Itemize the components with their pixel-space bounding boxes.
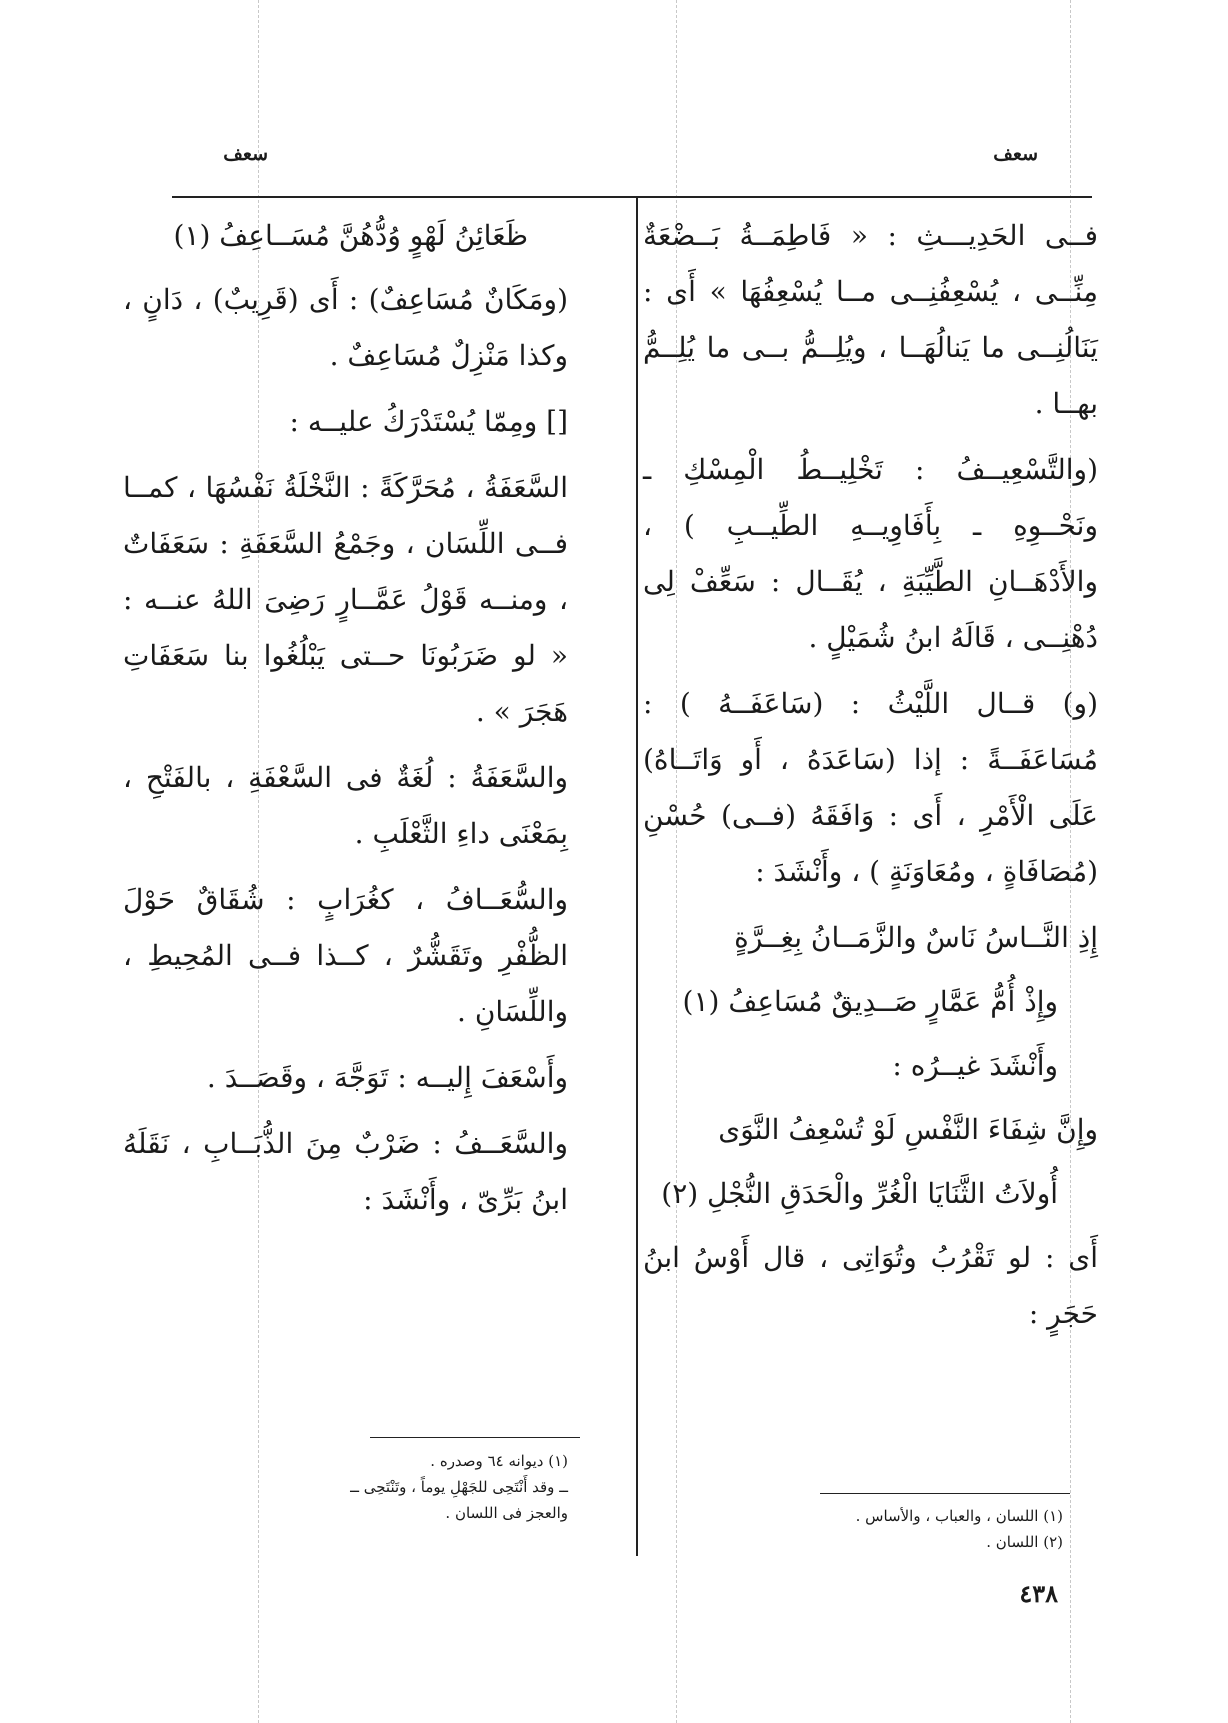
footnote: والعجز فى اللسان . [445,1504,568,1522]
entry-paragraph: السَّعَفَةُ ، مُحَرَّكَةً : النَّخْلَةُ نَفْسُهَا ، كمــا فــى اللِّسَان ، وجَمْعُ السَّعَفَةِ : سَعَفَاتٌ ، ومنــه قَوْلُ عَمَّــارٍ رَضِىَ اللهُ عنــه : « لو ضَرَبُونَا حــتى يَبْلُغُوا بنا سَعَفَاتِ هَجَرَ » . [123,471,568,728]
left-column [123,208,568,1238]
footnote-rule-left [370,1437,580,1438]
entry-paragraph: والسَّعَــفُ : ضَرْبٌ مِنَ الذُّبَــابِ ، نَقَلَهُ ابنُ بَرِّىّ ، وأَنْشَدَ : [123,1127,568,1216]
entry-paragraph: وأَسْعَفَ إِليــه : تَوَجَّهَ ، وقَصَــدَ . [206,1061,568,1094]
footnote: ــ وقد أَنْتَحِى للجَهْلِ يوماً ، وتَنْتَحِى ــ [350,1478,568,1496]
running-head-left: سعف [223,143,268,165]
entry-paragraph: والسَّعَفَةُ : لُغَةٌ فى السَّعْفَةِ ، بالفَتْحِ ، بِمَعْنَى داءِ الثَّعْلَبِ . [123,761,568,850]
entry-paragraph: (و) قــال اللَّيْثُ : (سَاعَفَــهُ ) : مُسَاعَفَــةً : إذا (سَاعَدَهُ ، أَو وَاتَــاهُ) عَلَى الْأَمْرِ ، أَى : وَافَقَهُ (فــى) حُسْنِ (مُصَافَاةٍ ، ومُعَاوَنَةٍ ) ، وأَنْشَدَ : [643,687,1098,888]
entry-paragraph: أَى : لو تَقْرُبُ وتُوَاتِى ، قال أَوْسُ ابنُ حَجَرٍ : [643,1241,1098,1330]
verse-line: وإِنَّ شِفَاءَ النَّفْسِ لَوْ تُسْعِفُ النَّوَى [718,1113,1098,1146]
footnote: (١) ديوانه ٦٤ وصدره . [430,1452,568,1470]
header-rule [172,196,1092,198]
column-divider [636,196,638,1556]
verse-line: وإِذْ أُمُّ عَمَّارٍ صَــدِيقٌ مُسَاعِفُ (١) [682,985,1058,1018]
running-head-right: سعف [993,143,1038,165]
entry-paragraph: (والتَّسْعِيــفُ : تَخْلِيــطُ الْمِسْكِ ـ ونَحْــوِهِ ـ بِأَفَاوِيــهِ الطِّيــبِ ) ، والأَدْهَــانِ الطَّيِّبَةِ ، يُقَــال : سَعِّفْ لِى دُهْنِــى ، قَالَهُ ابنُ شُمَيْلٍ . [643,453,1098,654]
verse-line: ظَعَائِنُ لَهْوٍ وُدُّهُنَّ مُسَــاعِفُ (١) [173,219,528,252]
entry-paragraph: فــى الحَدِيـــثِ : « فَاطِمَــةُ بَــضْعَةٌ مِنِّــى ، يُسْعِفُنِــى مــا يُسْعِفُهَا » أَى : يَنَالُنِــى ما يَنالُهَــا ، ويُلِــمُّ بــى ما يُلِــمُّ بهــا . [643,219,1098,420]
entry-paragraph: وأَنْشَدَ غيــرُه : [892,1049,1058,1082]
footnote: (٢) اللسان . [986,1533,1063,1551]
footnote-rule-right [820,1493,1070,1494]
footnotes-left [128,1448,568,1526]
verse-line: إِذِ النَّــاسُ نَاسٌ والزَّمَــانُ بِغِــرَّةٍ [734,921,1098,954]
right-column [643,208,1098,1352]
entry-paragraph: والسُّعَــافُ ، كغُرَابٍ : شُقَاقٌ حَوْلَ الظُّفْرِ وتَقَشُّرٌ ، كــذا فــى المُحِيطِ ، واللِّسَانِ . [123,883,568,1028]
footnote: (١) اللسان ، والعباب ، والأساس . [855,1507,1063,1525]
page-number: ٤٣٨ [1019,1579,1058,1608]
verse-line: أُولاَتُ الثَّنَايَا الْغُرِّ والْحَدَقِ النُّجْلِ (٢) [661,1177,1058,1210]
entry-paragraph: [] ومِمّا يُسْتَدْرَكُ عليــه : [289,405,568,438]
footnotes-right [663,1503,1063,1555]
entry-paragraph: (ومَكَانٌ مُسَاعِفٌ) : أَى (قَرِيبٌ) ، دَانٍ ، وكذا مَنْزِلٌ مُسَاعِفٌ . [123,283,568,372]
